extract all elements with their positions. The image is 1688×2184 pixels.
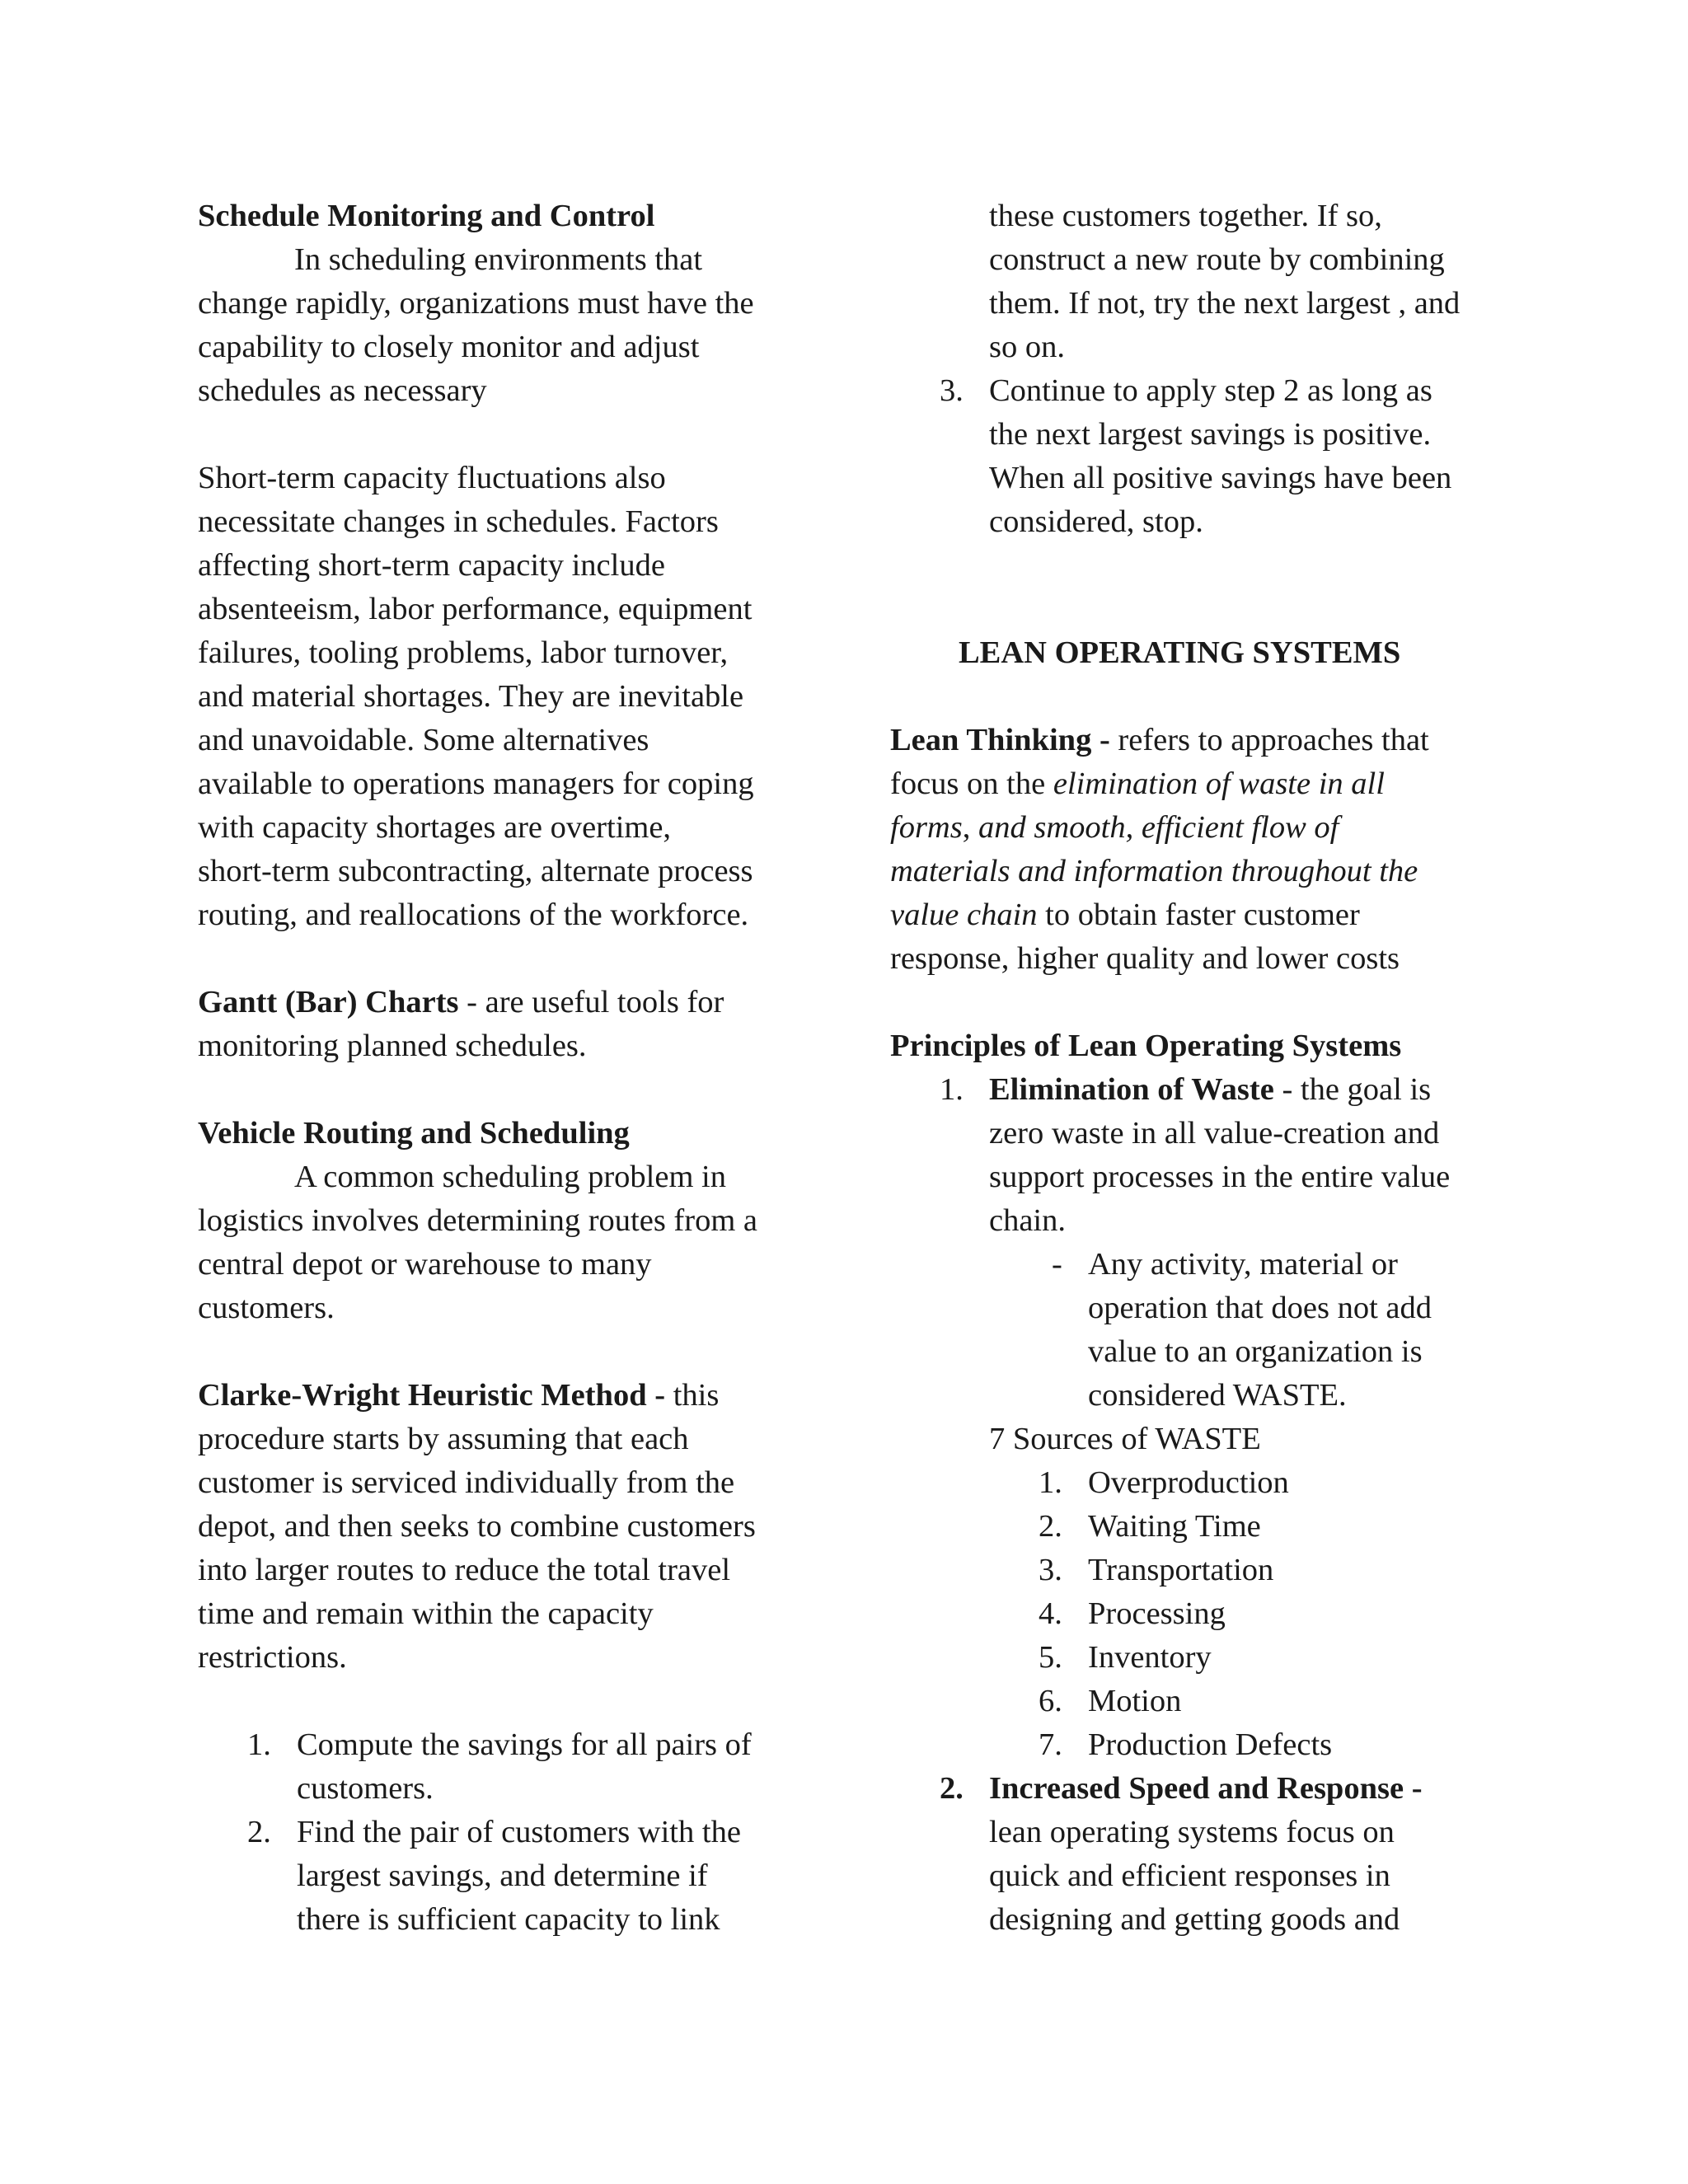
dash-bullet: -	[1052, 1247, 1062, 1282]
clarke-line: restrictions.	[198, 1640, 347, 1675]
step-number: 1.	[247, 1727, 271, 1762]
step-line: customers.	[297, 1771, 434, 1806]
principle-line: support processes in the entire value	[989, 1160, 1451, 1194]
step-line: there is sufficient capacity to link	[297, 1902, 720, 1937]
principle-line: lean operating systems focus on	[989, 1815, 1395, 1849]
principle-number: 2.	[940, 1771, 964, 1806]
schedule-heading: Schedule Monitoring and Control	[198, 199, 655, 233]
vehicle-heading: Vehicle Routing and Scheduling	[198, 1116, 630, 1151]
lean-thinking-text: to obtain faster customer	[1037, 898, 1360, 932]
schedule-para2-line: affecting short-term capacity include	[198, 548, 665, 583]
clarke-line	[198, 1374, 719, 1418]
waste-item: Inventory	[1088, 1640, 1212, 1675]
lean-thinking-line: materials and information throughout the	[890, 854, 1418, 888]
lean-thinking-line	[890, 719, 1429, 762]
waste-title: 7 Sources of WASTE	[989, 1422, 1261, 1456]
clarke-line: procedure starts by assuming that each	[198, 1422, 689, 1456]
principle-text: - the goal is	[1273, 1072, 1432, 1107]
schedule-para2-line: and unavoidable. Some alternatives	[198, 723, 649, 757]
lean-thinking-text: focus on the	[890, 766, 1053, 801]
clarke-line: depot, and then seeks to combine customers	[198, 1509, 756, 1544]
bullet-line: Any activity, material or	[1088, 1247, 1398, 1282]
lean-thinking-text: refers to approaches that	[1109, 723, 1429, 757]
lean-thinking-emphasis: forms	[890, 810, 963, 845]
waste-number: 3.	[1039, 1553, 1062, 1587]
vehicle-line: central depot or warehouse to many	[198, 1247, 652, 1282]
lean-thinking-term: Lean Thinking -	[890, 723, 1110, 757]
principle-line	[989, 1068, 1431, 1112]
schedule-para1-line: change rapidly, organizations must have the	[198, 286, 754, 321]
lean-thinking-text: ,	[962, 810, 978, 845]
step-line: largest savings, and determine if	[297, 1858, 708, 1893]
waste-number: 4.	[1039, 1596, 1062, 1631]
clarke-term: Clarke-Wright Heuristic Method -	[198, 1378, 666, 1413]
gantt-term: Gantt (Bar) Charts	[198, 985, 459, 1019]
principle-line: quick and efficient responses in	[989, 1858, 1390, 1893]
step-number: 2.	[247, 1815, 271, 1849]
vehicle-line: customers.	[198, 1291, 335, 1325]
waste-item: Overproduction	[1088, 1465, 1289, 1500]
clarke-definition: this	[665, 1378, 720, 1413]
lean-thinking-line	[890, 893, 1360, 937]
lean-thinking-emphasis: and smooth, efficient flow of	[978, 810, 1339, 845]
principle-number: 1.	[940, 1072, 964, 1107]
waste-number: 2.	[1039, 1509, 1062, 1544]
lean-thinking-emphasis: value chain	[890, 898, 1038, 932]
principle-line: designing and getting goods and	[989, 1902, 1400, 1937]
step-line: Compute the savings for all pairs of	[297, 1727, 752, 1762]
step-line: Continue to apply step 2 as long as	[989, 373, 1432, 408]
gantt-definition: - are useful tools for	[458, 985, 724, 1019]
waste-item: Production Defects	[1088, 1727, 1333, 1762]
waste-number: 5.	[1039, 1640, 1062, 1675]
principle-term: Increased Speed and Response -	[989, 1771, 1423, 1806]
step2-continued-line: so on.	[989, 330, 1065, 364]
clarke-line: customer is serviced individually from the	[198, 1465, 735, 1500]
schedule-para2-line: absenteeism, labor performance, equipment	[198, 592, 753, 626]
principle-line: zero waste in all value-creation and	[989, 1116, 1440, 1151]
schedule-para2-line: necessitate changes in schedules. Factors	[198, 504, 719, 539]
principle-line: chain.	[989, 1203, 1066, 1238]
principles-heading: Principles of Lean Operating Systems	[890, 1029, 1402, 1063]
schedule-para2-line: available to operations managers for coping	[198, 766, 754, 801]
waste-item: Motion	[1088, 1684, 1182, 1718]
vehicle-line: A common scheduling problem in	[294, 1160, 726, 1194]
step-line: considered, stop.	[989, 504, 1203, 539]
schedule-para2-line: failures, tooling problems, labor turnover,	[198, 635, 729, 670]
bullet-line: considered WASTE.	[1088, 1378, 1347, 1413]
principle-term: Elimination of Waste	[989, 1072, 1274, 1107]
lean-thinking-line	[890, 762, 1385, 806]
lean-thinking-line: response, higher quality and lower costs	[890, 941, 1400, 976]
waste-number: 7.	[1039, 1727, 1062, 1762]
schedule-para1-line: capability to closely monitor and adjust	[198, 330, 700, 364]
schedule-para2-line: and material shortages. They are inevitable	[198, 679, 744, 714]
schedule-para2-line: short-term subcontracting, alternate process	[198, 854, 753, 888]
schedule-para2-line: with capacity shortages are overtime,	[198, 810, 672, 845]
schedule-para1-line: schedules as necessary	[198, 373, 487, 408]
bullet-line: operation that does not add	[1088, 1291, 1432, 1325]
step-number: 3.	[940, 373, 964, 408]
section-title: LEAN OPERATING SYSTEMS	[959, 635, 1401, 670]
waste-item: Transportation	[1088, 1553, 1274, 1587]
gantt-line: monitoring planned schedules.	[198, 1029, 587, 1063]
step2-continued-line: these customers together. If so,	[989, 199, 1382, 233]
step2-continued-line: them. If not, try the next largest , and	[989, 286, 1461, 321]
step-line: the next largest savings is positive.	[989, 417, 1432, 452]
vehicle-line: logistics involves determining routes from a	[198, 1203, 757, 1238]
waste-item: Waiting Time	[1088, 1509, 1261, 1544]
gantt-line	[198, 981, 724, 1024]
step-line: When all positive savings have been	[989, 461, 1452, 495]
schedule-para2-line: Short-term capacity fluctuations also	[198, 461, 666, 495]
step2-continued-line: construct a new route by combining	[989, 242, 1445, 277]
schedule-para2-line: routing, and reallocations of the workforce.	[198, 898, 749, 932]
lean-thinking-line	[890, 806, 1339, 850]
clarke-line: into larger routes to reduce the total travel	[198, 1553, 731, 1587]
lean-thinking-emphasis: elimination of waste in all	[1053, 766, 1385, 801]
waste-number: 1.	[1039, 1465, 1062, 1500]
schedule-para1-line: In scheduling environments that	[294, 242, 703, 277]
bullet-line: value to an organization is	[1088, 1334, 1423, 1369]
waste-number: 6.	[1039, 1684, 1062, 1718]
waste-item: Processing	[1088, 1596, 1226, 1631]
step-line: Find the pair of customers with the	[297, 1815, 741, 1849]
clarke-line: time and remain within the capacity	[198, 1596, 654, 1631]
